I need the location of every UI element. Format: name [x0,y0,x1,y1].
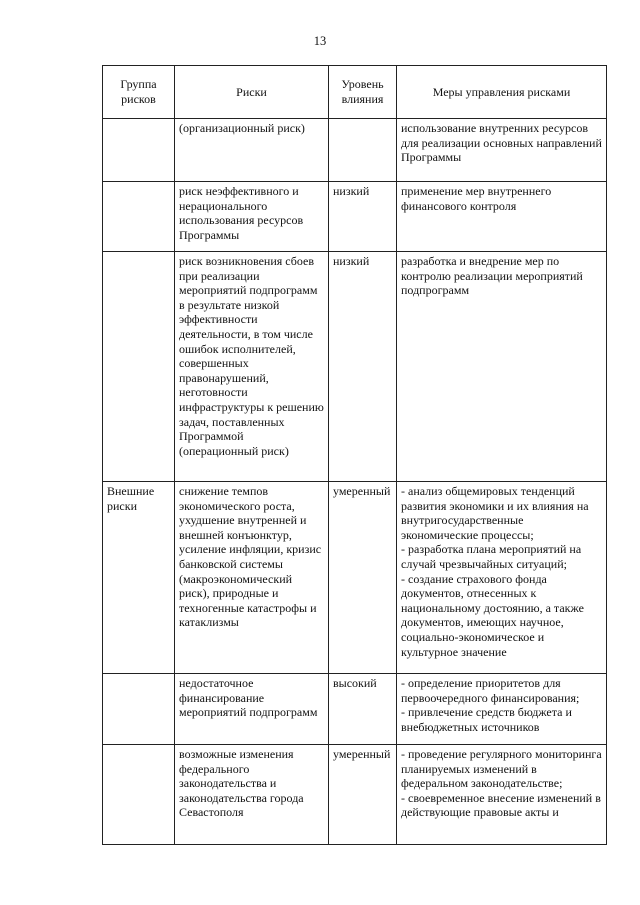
risk-cell: риск возникновения сбоев при реализации мероприятий подпрограмм в результате низкой эффективности деятельности, в том числе ошибок исполнителей, совершенных правонарушений, неготовности инфраструктуры к решению задач, поставленных Программой (операционный риск) [175,252,329,482]
table-row [103,745,607,845]
measures-cell [397,252,607,482]
measure-item: - проведение регулярного мониторинга планируемых изменений в федеральном законодательстве; [401,747,602,791]
risk-cell: недостаточное финансирование мероприятий подпрограмм [175,674,329,745]
header-impact-level: Уровень влияния [329,66,397,119]
impact-level-cell: низкий [329,182,397,252]
impact-level-cell [329,119,397,182]
page-number: 13 [313,34,327,48]
risk-cell: (организационный риск) [175,119,329,182]
measures-cell [397,119,607,182]
risk-management-table [102,65,607,845]
measures-cell [397,182,607,252]
risk-cell: возможные изменения федерального законодательства и законодательства города Севастополя [175,745,329,845]
header-risk-group: Группа рисков [103,66,175,119]
measure-item: применение мер внутреннего финансового контроля [401,184,552,213]
risk-group-cell [103,182,175,252]
risk-cell: снижение темпов экономического роста, ухудшение внутренней и внешней конъюнктур, усиление инфляции, кризис банковской системы (макроэкономический риск), природные и техногенные катастрофы и катаклизмы [175,482,329,674]
risk-group-cell [103,745,175,845]
measures-cell [397,745,607,845]
header-risks: Риски [175,66,329,119]
measure-item: - создание страхового фонда документов, отнесенных к национальному достоянию, а также документов, имеющих научное, социально-экономическое и культурное значение [401,571,584,659]
table-header-row [103,66,607,119]
risk-group-cell [103,674,175,745]
risk-cell: риск неэффективного и нерационального использования ресурсов Программы [175,182,329,252]
measure-item: - своевременное внесение изменений в действующие правовые акты и [401,790,601,820]
table-row [103,482,607,674]
table-row [103,252,607,482]
table-row [103,182,607,252]
measure-item: - привлечение средств бюджета и внебюджетных источников [401,705,572,734]
measure-item: - анализ общемировых тенденций развития экономики и их влияния на внутригосударственные экономические процессы; [401,484,589,542]
table-row [103,119,607,182]
risk-group-cell: Внешние риски [103,482,175,674]
measures-cell [397,674,607,745]
risk-group-cell [103,119,175,182]
impact-level-cell: умеренный [329,482,397,674]
measures-cell [397,482,607,674]
header-risk-measures: Меры управления рисками [397,66,607,119]
impact-level-cell: высокий [329,674,397,745]
risk-group-cell [103,252,175,482]
impact-level-cell: умеренный [329,745,397,845]
measure-item: - разработка плана мероприятий на случай чрезвычайных ситуаций; [401,542,582,571]
table-row [103,674,607,745]
measure-item: использование внутренних ресурсов для реализации основных направлений Программы [401,121,602,165]
measure-item: разработка и внедрение мер по контролю реализации мероприятий подпрограмм [401,254,583,298]
impact-level-cell: низкий [329,252,397,482]
measure-item: - определение приоритетов для первоочередного финансирования; [401,676,580,705]
